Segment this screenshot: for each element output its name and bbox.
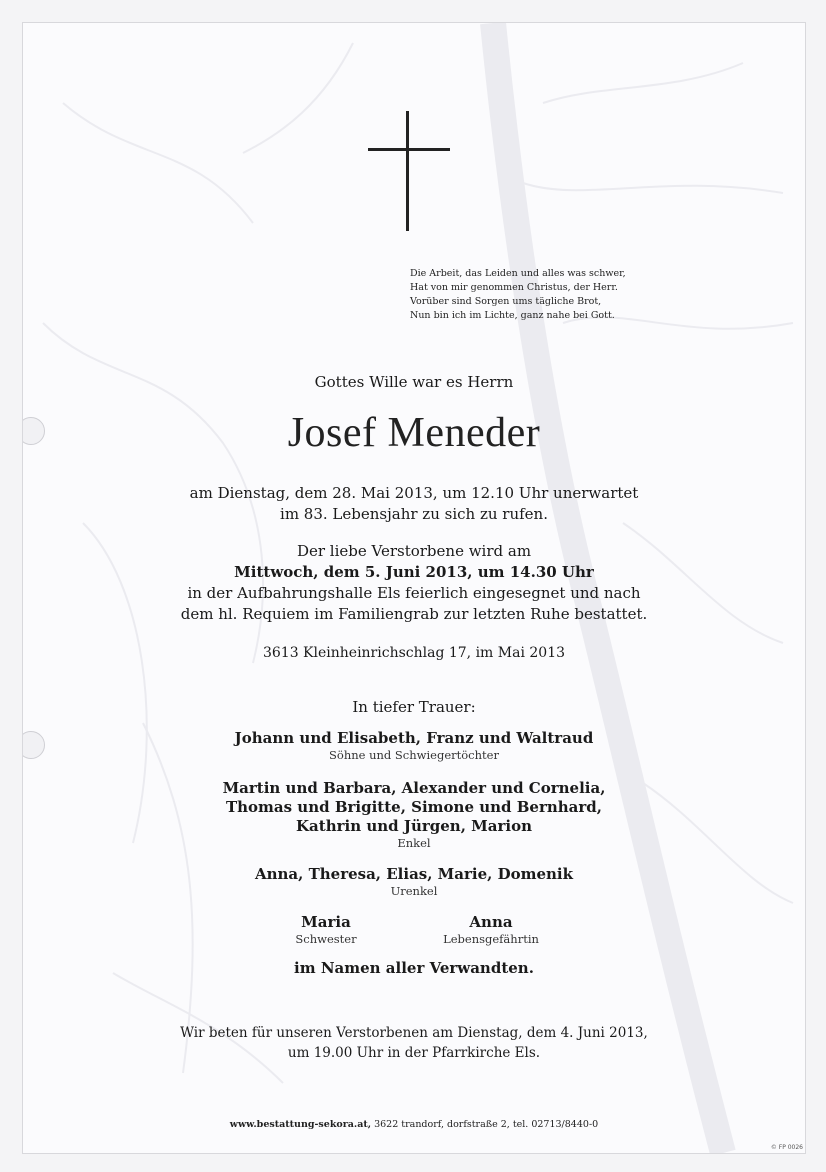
funeral-line: Der liebe Verstorbene wird am: [296, 542, 532, 560]
poem-line: Vorüber sind Sorgen ums tägliche Brot,: [410, 296, 602, 307]
funeral-notice: [23, 541, 805, 625]
mourning-heading: In tiefer Trauer:: [352, 698, 476, 716]
prayer-line: Wir beten für unseren Verstorbenen am Dienstag, dem 4. Juni 2013,: [180, 1025, 648, 1041]
prayer-line: um 19.00 Uhr in der Pfarrkirche Els.: [287, 1045, 541, 1061]
mourner-names: Johann und Elisabeth, Franz und Waltraud: [234, 729, 594, 747]
deceased-name: Josef Meneder: [287, 410, 541, 456]
poem-line: Hat von mir genommen Christus, der Herr.: [410, 282, 618, 293]
intro-text: Gottes Wille war es Herrn: [314, 373, 514, 391]
form-code: © FP 0026: [770, 1144, 803, 1151]
mourner-names: Kathrin und Jürgen, Marion: [296, 817, 532, 835]
mourner-group: [23, 779, 805, 850]
cross-icon: [368, 111, 450, 231]
funeral-home-website: www.bestattung-sekora.at,: [229, 1119, 372, 1130]
mourner-relation: Lebensgefährtin: [443, 932, 539, 946]
obituary-sheet: [22, 22, 806, 1154]
funeral-home-contact: [23, 1119, 805, 1130]
mourner-names: Anna, Theresa, Elias, Marie, Domenik: [254, 865, 574, 883]
poem-line: Die Arbeit, das Leiden und alles was schwer,: [410, 268, 626, 279]
poem: [410, 267, 710, 323]
death-line: im 83. Lebensjahr zu sich zu rufen.: [280, 505, 548, 523]
death-line: am Dienstag, dem 28. Mai 2013, um 12.10 Uhr unerwartet: [189, 484, 639, 502]
mourner-relation: Enkel: [397, 836, 431, 850]
mourner-pair: [266, 913, 386, 946]
funeral-date: Mittwoch, dem 5. Juni 2013, um 14.30 Uhr: [234, 563, 594, 581]
mourner-group: [23, 729, 805, 762]
mourner-relation: Schwester: [295, 932, 357, 946]
mourner-group: [23, 865, 805, 898]
mourner-names: Anna: [469, 913, 513, 931]
closing-line: im Namen aller Verwandten.: [294, 959, 534, 977]
mourner-names: Martin und Barbara, Alexander und Cornelia,: [222, 779, 606, 797]
mourner-names: Maria: [301, 913, 351, 931]
death-notice: [23, 483, 805, 525]
mourner-pair: [431, 913, 551, 946]
poem-line: Nun bin ich im Lichte, ganz nahe bei Gott.: [410, 310, 615, 321]
funeral-home-address: 3622 trandorf, dorfstraße 2, tel. 02713/8440-0: [371, 1119, 599, 1130]
place-date: 3613 Kleinheinrichschlag 17, im Mai 2013: [262, 645, 566, 661]
funeral-line: in der Aufbahrungshalle Els feierlich eingesegnet und nach: [187, 584, 641, 602]
mourner-relation: Söhne und Schwiegertöchter: [329, 748, 499, 762]
prayer-notice: [23, 1023, 805, 1063]
funeral-line: dem hl. Requiem im Familiengrab zur letzten Ruhe bestattet.: [180, 605, 648, 623]
mourner-names: Thomas und Brigitte, Simone und Bernhard,: [225, 798, 603, 816]
mourner-relation: Urenkel: [390, 884, 438, 898]
